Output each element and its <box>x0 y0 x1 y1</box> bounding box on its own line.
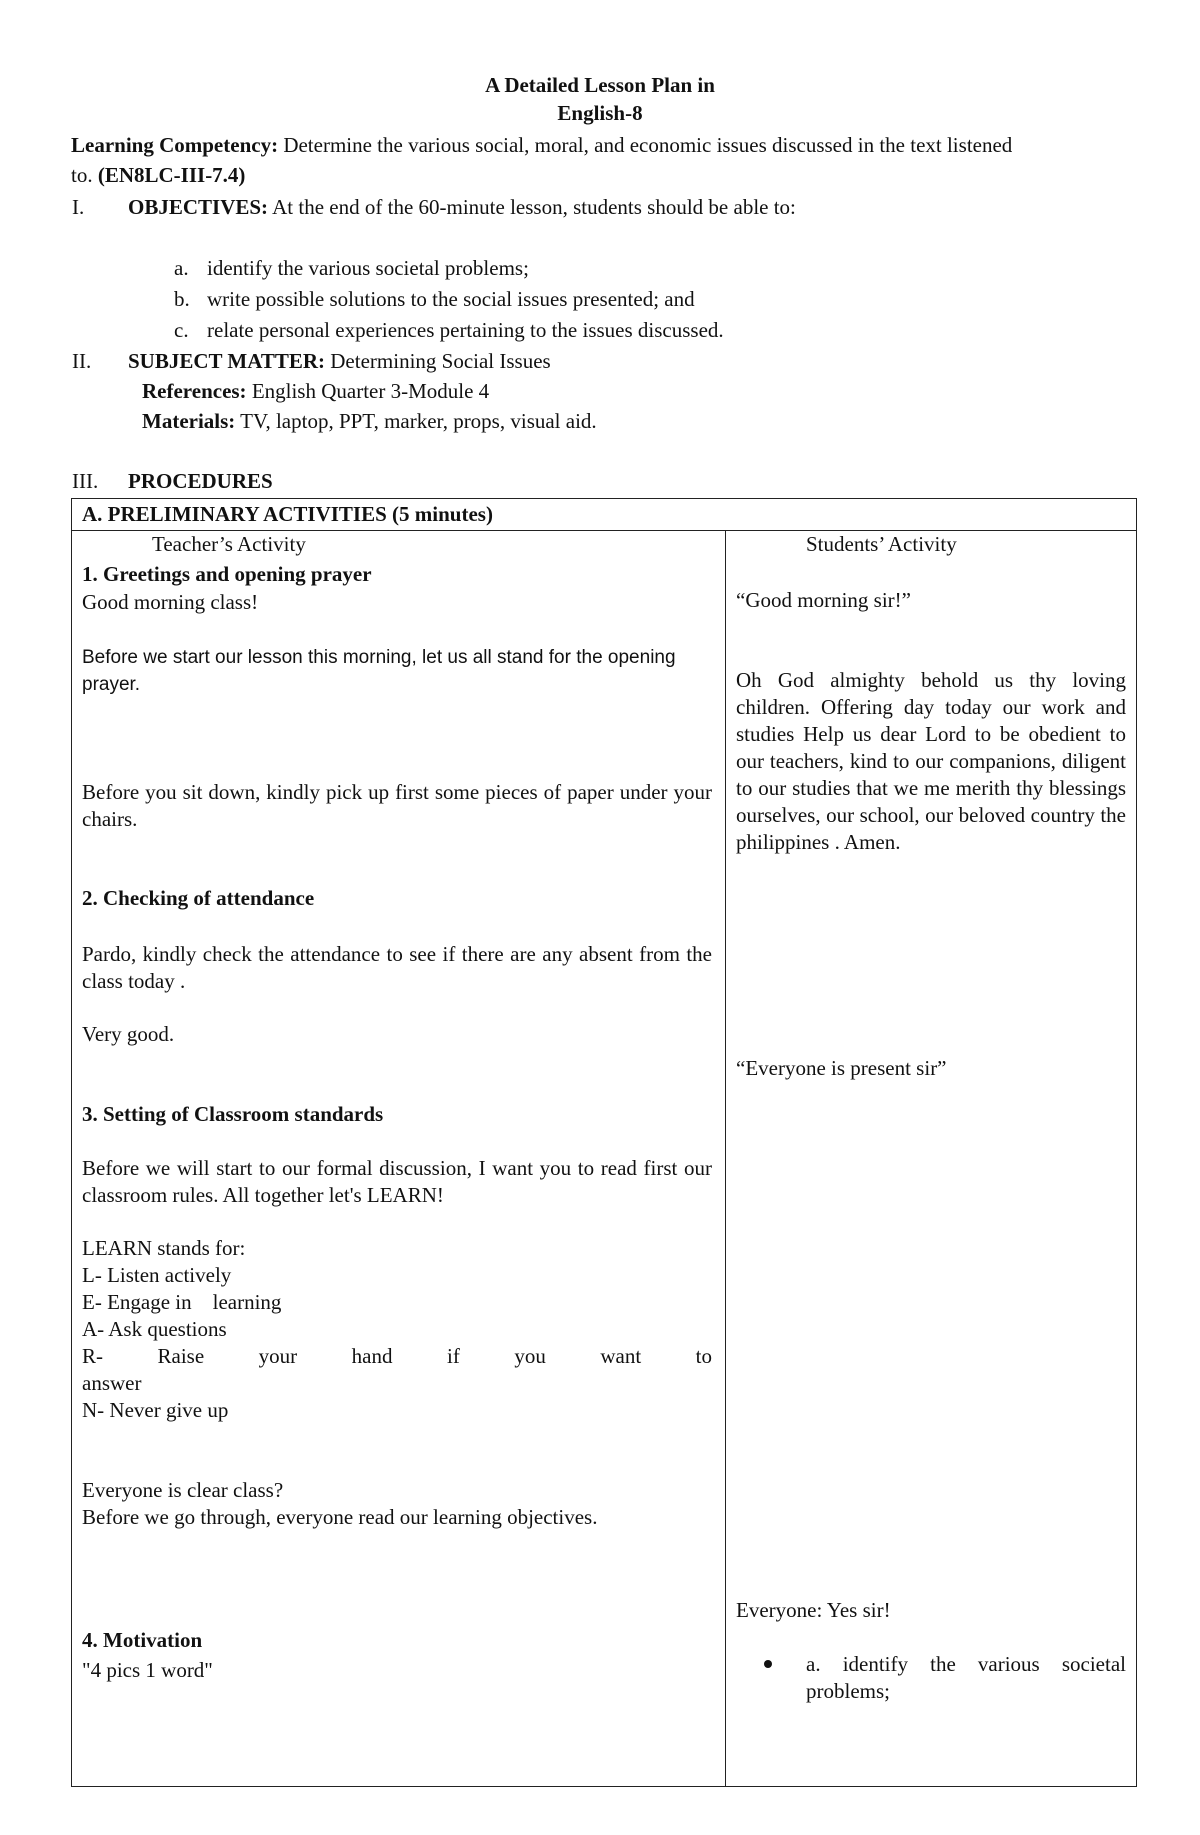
greeting-reply: “Good morning sir!” <box>736 588 911 612</box>
bullet-icon <box>764 1660 772 1668</box>
attendance-reply: “Everyone is present sir” <box>736 1056 947 1080</box>
learn-intro: LEARN stands for: <box>82 1236 246 1260</box>
materials-line <box>142 408 597 435</box>
prayer-instruction: Before we start our lesson this morning, let us all stand for the opening prayer. <box>82 647 676 695</box>
objective-letter-c: c. <box>174 318 189 342</box>
objectives-heading <box>128 194 796 221</box>
objective-text-a: identify the various societal problems; <box>207 256 529 280</box>
yes-sir-reply: Everyone: Yes sir! <box>736 1598 891 1622</box>
learn-l: L- Listen actively <box>82 1263 232 1287</box>
students-header: Students’ Activity <box>806 532 957 556</box>
opening-prayer: Oh God almighty behold us thy loving children. Offering day today our work and studies Help us dear Lord to be obedient to our teachers, kind to our companions, diligent to our studies that we me merith thy blessings ourselves, our school, our beloved country the philippines . Amen. <box>736 668 1126 854</box>
competency-text-cont: to. <box>71 163 98 187</box>
references-label: References: <box>142 379 247 403</box>
references-line <box>142 378 489 405</box>
objective-text-c: relate personal experiences pertaining to the issues discussed. <box>207 318 724 342</box>
teacher-header: Teacher’s Activity <box>152 532 306 556</box>
learn-e: E- Engage in learning <box>82 1290 282 1314</box>
clear-question: Everyone is clear class? <box>82 1478 284 1502</box>
motivation-heading: 4. Motivation <box>82 1628 203 1652</box>
attendance-text: Pardo, kindly check the attendance to see if there are any absent from the class today . <box>82 942 712 993</box>
standards-heading: 3. Setting of Classroom standards <box>82 1102 384 1126</box>
competency-line-2 <box>71 162 245 189</box>
section-title-cell <box>72 499 1137 531</box>
greetings-text: Good morning class! <box>82 590 259 614</box>
paper-instruction: Before you sit down, kindly pick up first some pieces of paper under your chairs. <box>82 780 712 831</box>
subject-text: Determining Social Issues <box>325 349 551 373</box>
motivation-text: "4 pics 1 word" <box>82 1658 213 1682</box>
students-column <box>726 531 1137 1787</box>
section-title: A. PRELIMINARY ACTIVITIES (5 minutes) <box>82 502 493 526</box>
learn-n: N- Never give up <box>82 1398 229 1422</box>
objective-reading-a: a. identify the various societal problems; <box>806 1652 1126 1703</box>
competency-line-1 <box>71 132 1012 159</box>
teacher-column <box>72 531 726 1787</box>
competency-text: Determine the various social, moral, and economic issues discussed in the text listened <box>278 133 1013 157</box>
very-good-text: Very good. <box>82 1022 175 1046</box>
read-objectives: Before we go through, everyone read our learning objectives. <box>82 1505 598 1529</box>
learn-r: R- Raise your hand if you want to answer <box>82 1344 712 1395</box>
greetings-heading: 1. Greetings and opening prayer <box>82 562 372 586</box>
subject-heading <box>128 348 551 375</box>
attendance-heading: 2. Checking of attendance <box>82 886 315 910</box>
procedures-heading: PROCEDURES <box>128 469 273 493</box>
objective-letter-b: b. <box>174 287 190 311</box>
references-text: English Quarter 3-Module 4 <box>246 379 490 403</box>
materials-text: TV, laptop, PPT, marker, props, visual aid. <box>235 409 597 433</box>
competency-code: (EN8LC-III-7.4) <box>97 163 246 187</box>
learn-a: A- Ask questions <box>82 1317 227 1341</box>
competency-label: Learning Competency: <box>71 133 279 157</box>
objective-letter-a: a. <box>174 256 189 280</box>
standards-text: Before we will start to our formal discussion, I want you to read first our classroom rules. All together let's LEARN! <box>82 1156 712 1207</box>
procedures-numeral: III. <box>72 469 99 493</box>
document-title: A Detailed Lesson Plan in <box>485 73 715 97</box>
subject-numeral: II. <box>72 349 92 373</box>
objectives-numeral: I. <box>72 195 85 219</box>
objectives-intro: At the end of the 60-minute lesson, students should be able to: <box>268 195 796 219</box>
procedures-table <box>71 498 1137 1787</box>
document-subject: English-8 <box>557 101 643 125</box>
subject-label: SUBJECT MATTER: <box>128 349 326 373</box>
objectives-label: OBJECTIVES: <box>128 195 269 219</box>
objective-text-b: write possible solutions to the social issues presented; and <box>207 287 695 311</box>
materials-label: Materials: <box>142 409 236 433</box>
